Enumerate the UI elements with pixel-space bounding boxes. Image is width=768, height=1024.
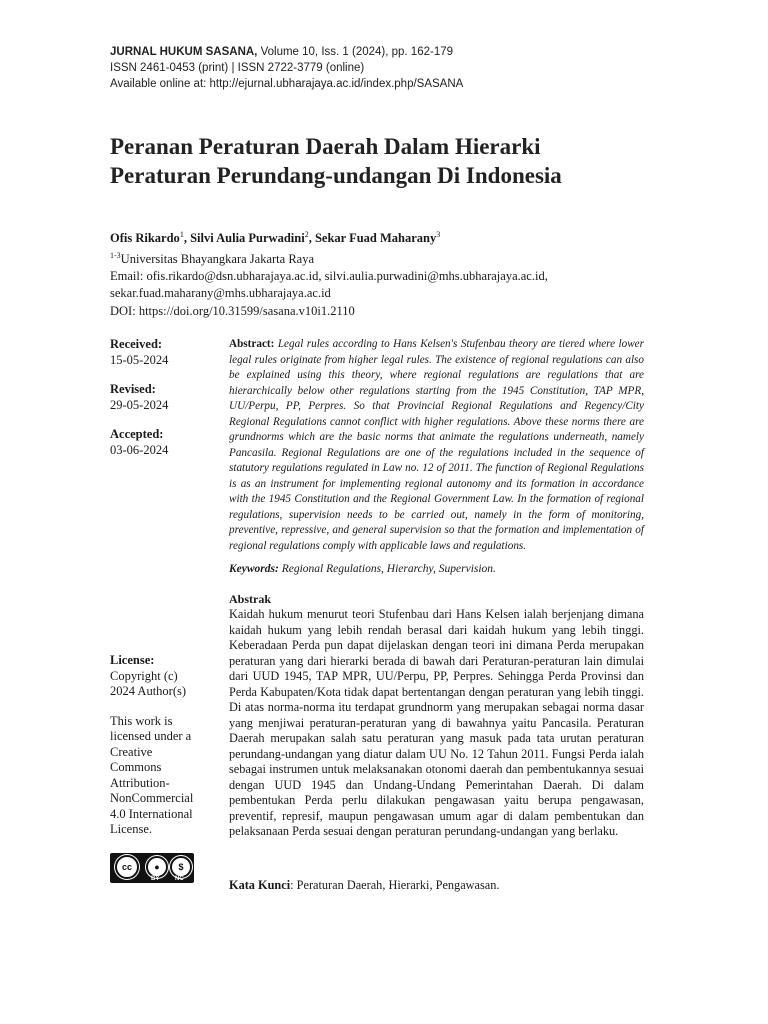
author-3-sup: 3 [436, 230, 441, 239]
available-online-line: Available online at: http://ejurnal.ubharajaya.ac.id/index.php/SASANA [110, 78, 464, 90]
nc-dollar-icon: $ [170, 856, 192, 878]
kata-kunci [229, 878, 499, 893]
dates-sidebar [110, 337, 210, 458]
accepted-date: 03-06-2024 [110, 442, 169, 457]
license-line: License. [110, 822, 152, 836]
cc-by-nc-badge-icon[interactable] [110, 853, 194, 883]
license-line: licensed under a [110, 729, 192, 743]
received-label: Received: [110, 337, 163, 351]
cc-icon: cc [115, 855, 139, 879]
affiliation-sup: 1-3 [110, 251, 121, 261]
license-line: NonCommercial [110, 791, 194, 805]
author-block [110, 226, 548, 302]
email-line-1: Email: ofis.rikardo@dsn.ubharajaya.ac.id, silvi.aulia.purwadini@mhs.ubharajaya.ac.id, [110, 269, 548, 284]
author-1-sup: 1 [179, 230, 184, 239]
issn-line: ISSN 2461-0453 (print) | ISSN 2722-3779 (online) [110, 62, 365, 74]
kata-kunci-label: Kata Kunci [229, 878, 291, 892]
nc-label: NC [175, 876, 184, 882]
author-1: Ofis Rikardo [110, 231, 180, 246]
doi-link[interactable]: DOI: https://doi.org/10.31599/sasana.v10i1.2110 [110, 304, 355, 318]
author-2-sup: 2 [304, 230, 309, 239]
received-date: 15-05-2024 [110, 352, 169, 367]
license-text [110, 714, 210, 838]
copyright-line-1: Copyright (c) [110, 668, 178, 683]
keywords-text: Regional Regulations, Hierarchy, Supervision. [278, 563, 496, 575]
affiliation [110, 247, 548, 268]
abstract-text: Legal rules according to Hans Kelsen's Stufenbau theory are tiered where lower legal rules originate from higher legal rules. The existence of regional regulations can also be explained using this theory, where regional regulations are regulations that are hierarchically below other regulations starting from the 1945 Constitution, TAP MPR, UU/Perpu, PP, Perpres. So that Provincial Regional Regulations and Regency/City Regional Regulations cannot conflict with higher regulations. Above these norms there are grundnorms which are the basic norms that animate the regulations underneath, namely Pancasila. Regional Regulations are one of the regulations included in the sequence of statutory regulations regulated in Law no. 12 of 2011. The function of Regional Regulations is as an instrument for implementing regional autonomy and its formation in accordance with the 1945 Constitution and the Regional Government Law. In the formation of regional regulations, supervision needs to be carried out, namely in the form of monitoring, preventive, repressive, and general supervision so that the formation and implementation of regional regulations comply with applicable laws and regulations. [229, 338, 645, 552]
by-person-icon: ● [146, 856, 168, 878]
author-3: , Sekar Fuad Maharany [308, 231, 437, 246]
accepted-label: Accepted: [110, 427, 164, 441]
keywords-label: Keywords: [229, 563, 279, 575]
keywords-english [229, 563, 496, 575]
affiliation-text: Universitas Bhayangkara Jakarta Raya [120, 252, 315, 267]
license-sidebar [110, 653, 210, 838]
volume-info: Volume 10, Iss. 1 (2024), pp. 162-179 [257, 46, 454, 58]
email-line-2: sekar.fuad.maharany@mhs.ubharajaya.ac.id [110, 286, 331, 301]
license-line: Attribution- [110, 775, 170, 790]
by-label: BY [151, 876, 160, 882]
license-line: Creative [110, 744, 153, 759]
revised-date: 29-05-2024 [110, 397, 169, 412]
article-title [110, 132, 670, 190]
license-line: This work is [110, 713, 173, 728]
license-line: Commons [110, 760, 162, 774]
abstract-english [229, 337, 644, 554]
copyright-line-2: 2024 Author(s) [110, 684, 187, 698]
license-line: 4.0 International [110, 806, 193, 821]
abstract-label: Abstract: [229, 338, 275, 350]
title-line-2: Peraturan Perundang-undangan Di Indonesia [110, 163, 562, 188]
author-names [110, 226, 548, 247]
journal-header [110, 44, 463, 92]
author-2: , Silvi Aulia Purwadini [183, 231, 305, 246]
abstrak-label: Abstrak [229, 592, 272, 606]
license-label: License: [110, 653, 155, 667]
revised-label: Revised: [110, 382, 156, 396]
journal-name: JURNAL HUKUM SASANA, [110, 46, 258, 58]
title-line-1: Peranan Peraturan Daerah Dalam Hierarki [110, 134, 541, 159]
abstrak-text: Kaidah hukum menurut teori Stufenbau dari Hans Kelsen ialah berjenjang dimana kaidah hukum yang lebih rendah berasal dari kaidah hukum yang lebih tinggi. Keberadaan Perda pun dapat dijelaskan dengan teori ini dimana Perda merupakan peraturan yang dari hierarki berada di bawah dari Peraturan-peraturan lain dimulai dari UUD 1945, TAP MPR, UU/Perpu, PP, Perpres. Sehingga Perda Provinsi dan Perda Kabupaten/Kota tidak dapat bertentangan dengan peraturan yang lebih tinggi. Di atas norma-norma itu terdapat grundnorm yang merupakan sebagai norma dasar yang menjiwai peraturan-peraturan yang di bawahnya yaitu Pancasila. Peraturan Daerah merupakan salah satu peraturan yang masuk pada tata urutan peraturan perundang-undangan yang diatur dalam UU No. 12 Tahun 2011. Fungsi Perda ialah sebagai instrumen untuk melaksanakan otonomi daerah dan pembentukannya sesuai dengan UUD 1945 dan Undang-Undang Pemerintahan Daerah. Di dalam pembentukan Perda perlu dilakukan pengawasan yaitu berupa pengawasan, preventif, represif, maupun pengawasan umum agar di dalam pembentukan dan pelaksanaan Perda sesuai dengan peraturan perundang-undangan yang berlaku. [229, 607, 644, 838]
kata-kunci-text: : Peraturan Daerah, Hierarki, Pengawasan. [290, 878, 500, 892]
